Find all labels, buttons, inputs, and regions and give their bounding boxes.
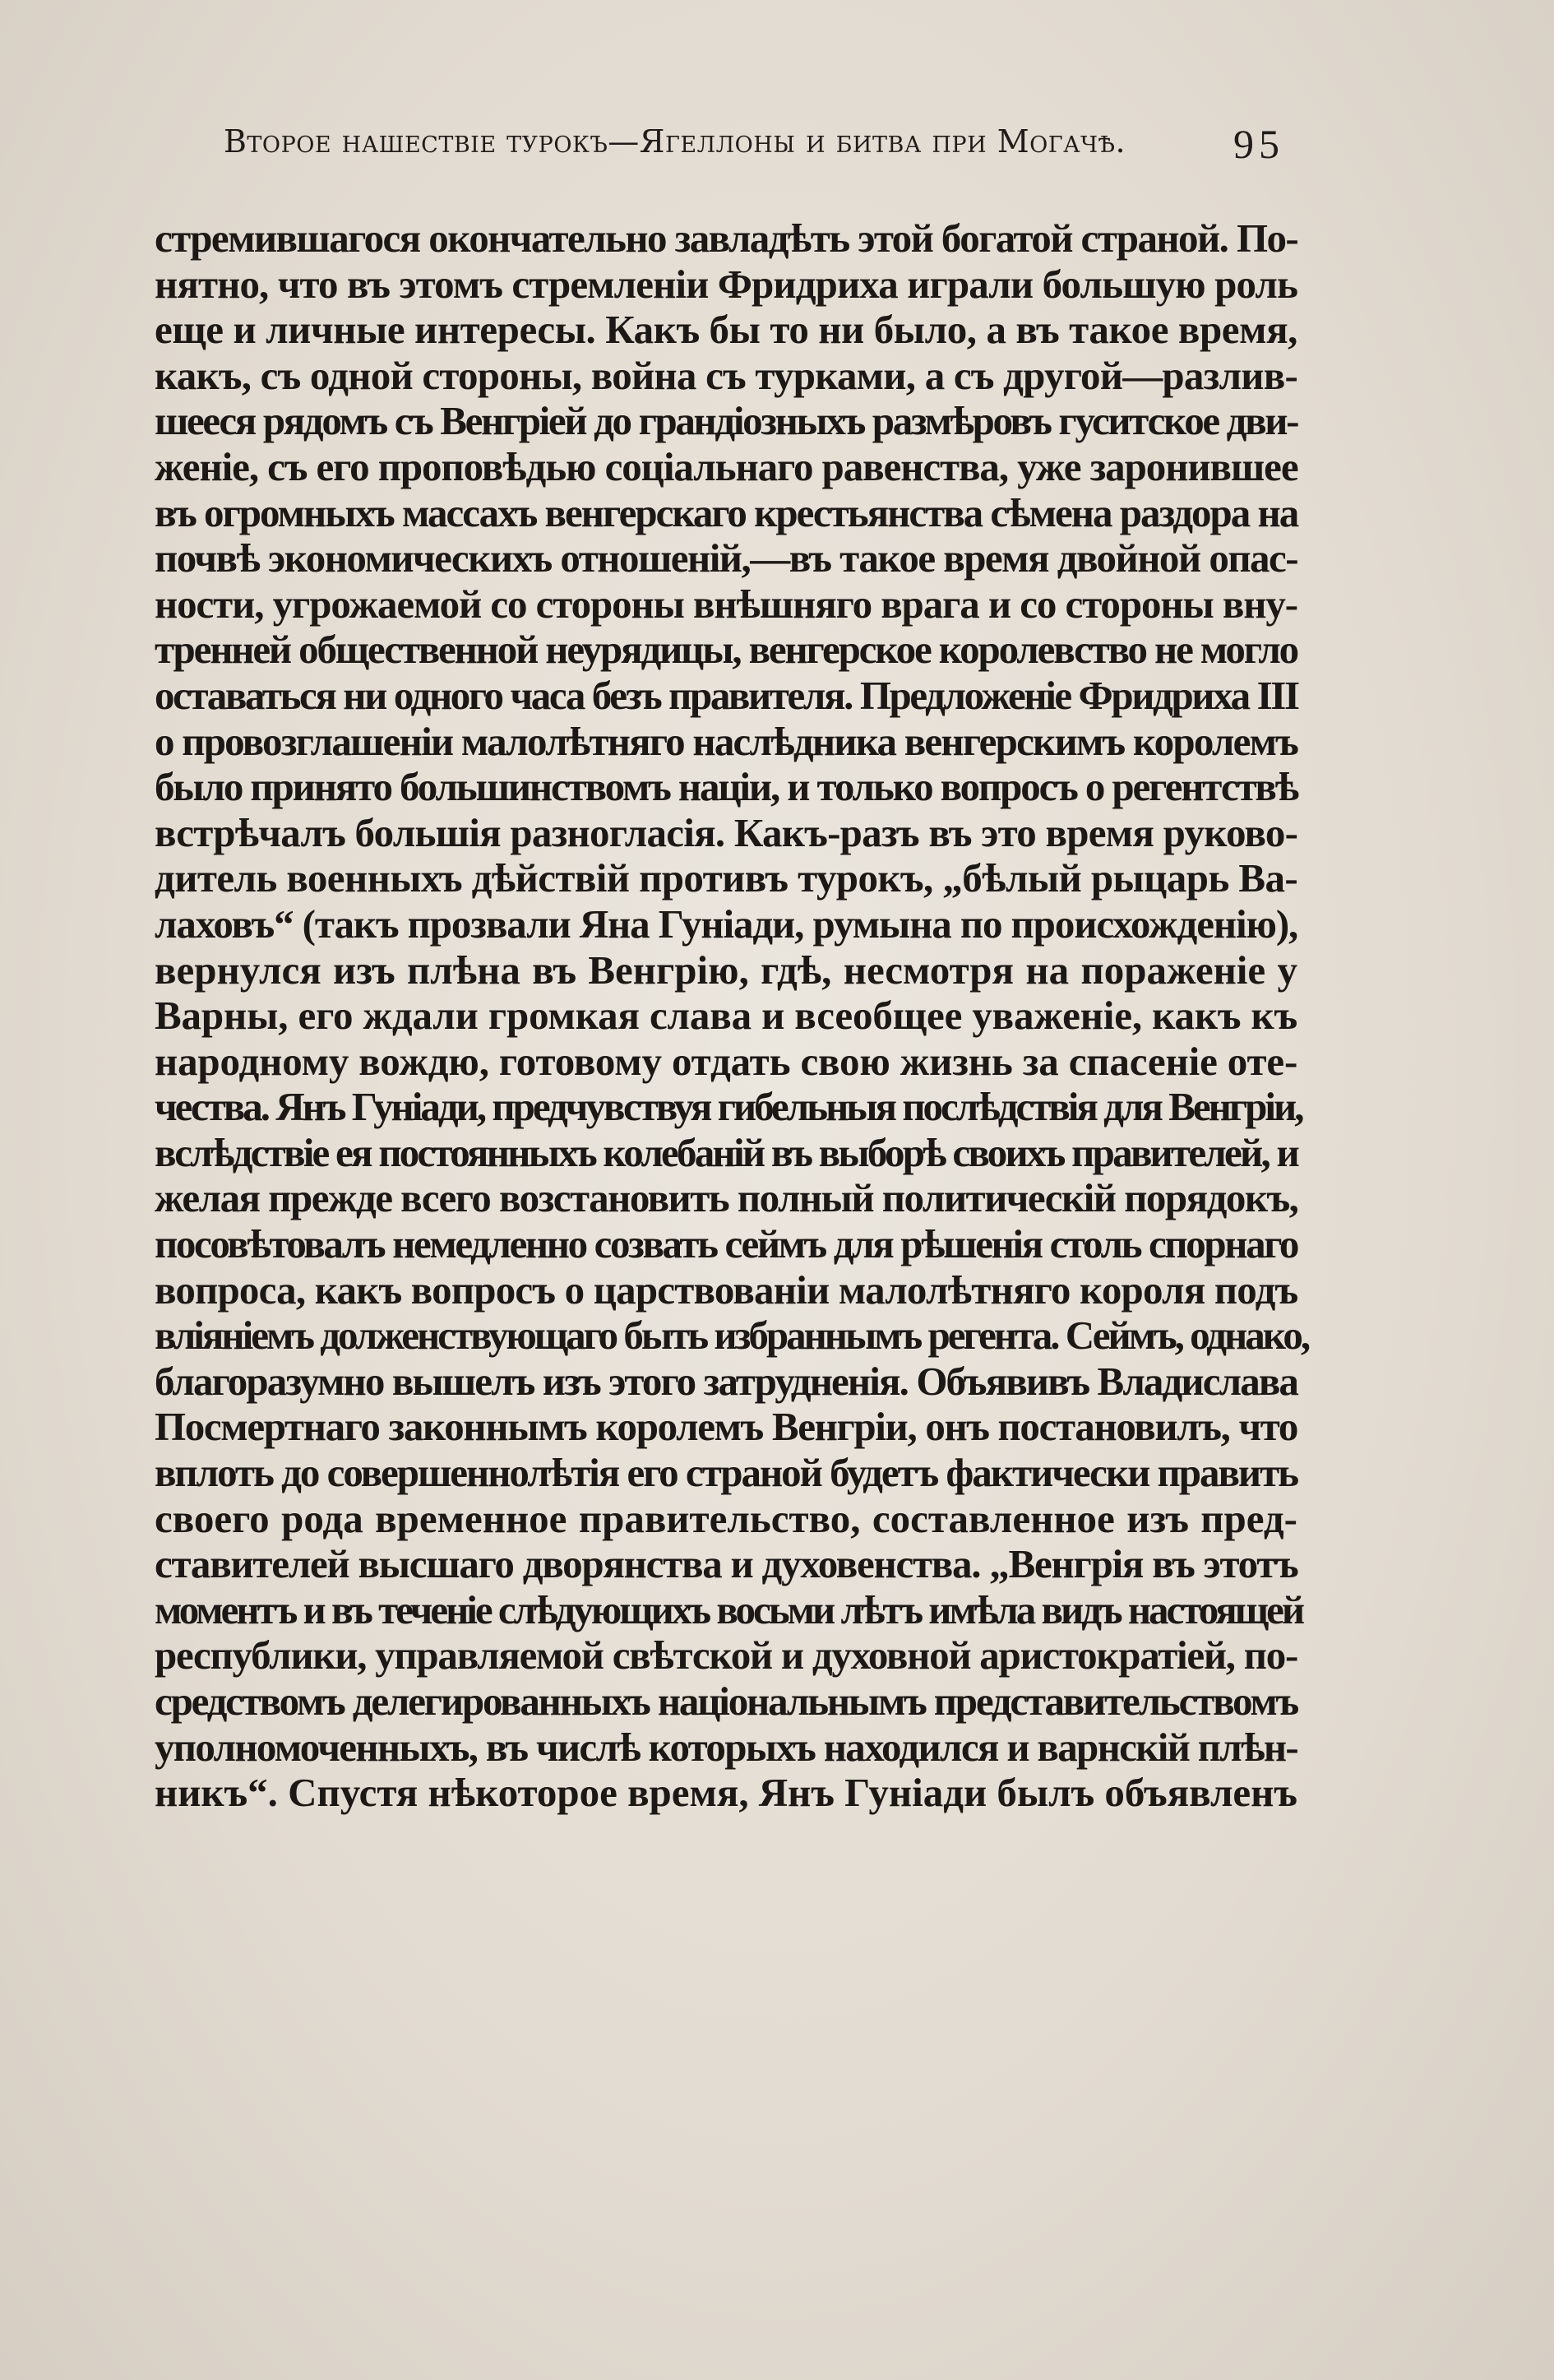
text-line: нятно, что въ этомъ стремленіи Фридриха играли большую роль (155, 261, 1297, 307)
text-line: желая прежде всего возстановить полный политическій порядокъ, (155, 1175, 1298, 1221)
running-head: Второе нашествіе турокъ—Ягеллоны и битва при Могачѣ. (224, 123, 1126, 160)
text-line: дитель военныхъ дѣйствій противъ турокъ, „бѣлый рыцарь Ва- (155, 855, 1298, 901)
text-line: вернулся изъ плѣна въ Венгрію, гдѣ, несмотря на пораженіе у (155, 947, 1297, 993)
text-line: вслѣдствіе ея постоянныхъ колебаній въ выборѣ своихъ правителей, и (155, 1129, 1297, 1175)
text-line: оставаться ни одного часа безъ правителя. Предложеніе Фридриха III (155, 672, 1298, 718)
text-line: народному вождю, готовому отдать свою жизнь за спасеніе оте- (155, 1038, 1298, 1084)
text-line: благоразумно вышелъ изъ этого затрудненія. Объявивъ Владислава (155, 1358, 1298, 1404)
text-line: вопроса, какъ вопросъ о царствованіи малолѣтняго короля подъ (155, 1266, 1298, 1313)
text-line: стремившагося окончательно завладѣть этой богатой страной. По- (155, 215, 1298, 261)
text-line: никъ“. Спустя нѣкоторое время, Янъ Гуніади былъ объявленъ (155, 1770, 1297, 1816)
text-line: вплоть до совершеннолѣтія его страной будетъ фактически править (155, 1450, 1297, 1496)
text-line: моментъ и въ теченіе слѣдующихъ восьми лѣтъ имѣла видъ настоящей (155, 1586, 1303, 1632)
text-line: тренней общественной неурядицы, венгерское королевство не могло (155, 627, 1297, 673)
text-line: ности, угрожаемой со стороны внѣшняго врага и со стороны вну- (155, 581, 1297, 627)
text-line: посовѣтовалъ немедленно созвать сеймъ для рѣшенія столь спорнаго (155, 1221, 1297, 1267)
text-line: республики, управляемой свѣтской и духовной аристократіей, по- (155, 1632, 1297, 1679)
text-line: уполномоченныхъ, въ числѣ которыхъ находился и варнскій плѣн- (155, 1724, 1297, 1770)
text-line: лаховъ“ (такъ прозвали Яна Гуніади, румына по происхожденію), (155, 901, 1298, 947)
text-line: ставителей высшаго дворянства и духовенства. „Венгрія въ этотъ (155, 1541, 1298, 1587)
body-text (155, 215, 1309, 1816)
text-line: своего рода временное правительство, составленное изъ пред- (155, 1495, 1297, 1541)
text-line: было принято большинствомъ націи, и только вопросъ о регентствѣ (155, 764, 1297, 810)
text-line: встрѣчалъ большія разногласія. Какъ-разъ въ это время руково- (155, 809, 1298, 855)
text-line: какъ, съ одной стороны, война съ турками, а съ другой—разлив- (155, 352, 1297, 398)
text-line: чества. Янъ Гуніади, предчувствуя гибельныя послѣдствія для Венгріи, (155, 1084, 1302, 1130)
text-line: почвѣ экономическихъ отношеній,—въ такое время двойной опас- (155, 535, 1297, 581)
text-line: Посмертнаго законнымъ королемъ Венгріи, онъ постановилъ, что (155, 1404, 1297, 1450)
text-line: еще и личные интересы. Какъ бы то ни было, а въ такое время, (155, 307, 1297, 353)
text-line: о провозглашеніи малолѣтняго наслѣдника венгерскимъ королемъ (155, 718, 1297, 764)
page-number: 95 (1233, 121, 1284, 167)
text-line: вліяніемъ долженствующаго быть избраннымъ регента. Сеймъ, однако, (155, 1313, 1309, 1359)
text-line: женіе, съ его проповѣдью соціальнаго равенства, уже заронившее (155, 443, 1298, 489)
text-line: въ огромныхъ массахъ венгерскаго крестьянства сѣмена раздора на (155, 489, 1298, 535)
text-line: шееся рядомъ съ Венгріей до грандіозныхъ размѣровъ гуситское дви- (155, 398, 1298, 444)
text-line: Варны, его ждали громкая слава и всеобщее уваженіе, какъ къ (155, 993, 1297, 1039)
text-line: средствомъ делегированныхъ національнымъ представительствомъ (155, 1679, 1297, 1724)
